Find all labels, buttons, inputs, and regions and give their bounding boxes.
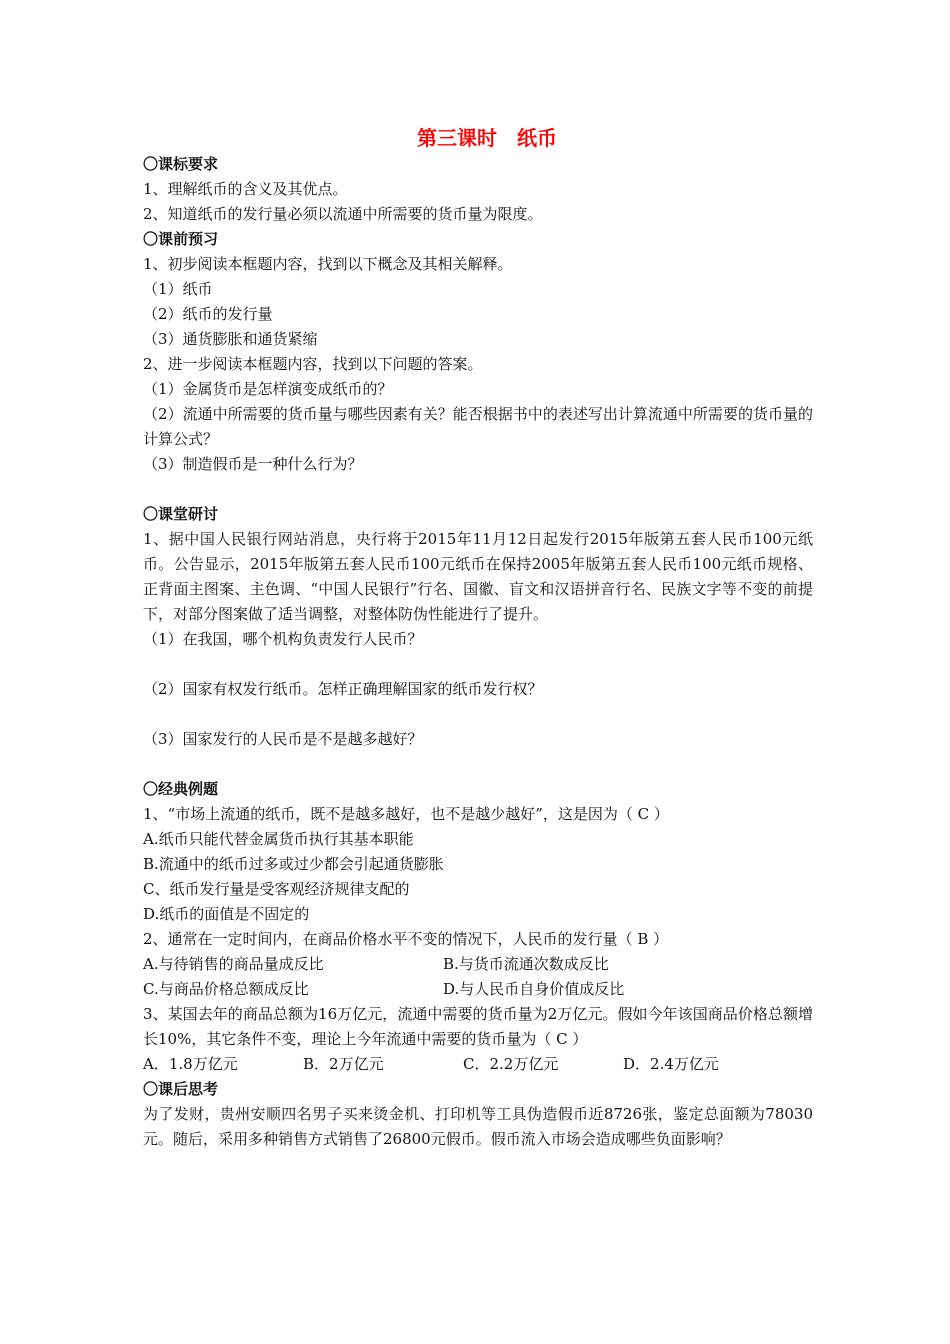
section-heading-preview: 〇课前预习 — [143, 230, 219, 248]
example-option: C.与商品价格总额成反比 — [143, 980, 309, 998]
text-line: 2、进一步阅读本框题内容，找到以下问题的答案。 — [143, 355, 483, 373]
example-option: A.与待销售的商品量成反比 — [143, 955, 324, 973]
example-option: D．2.4万亿元 — [623, 1055, 719, 1073]
text-line: 1、初步阅读本框题内容，找到以下概念及其相关解释。 — [143, 255, 513, 273]
document-body — [143, 124, 813, 1152]
text-line: 1、理解纸币的含义及其优点。 — [143, 180, 348, 198]
section-heading-discussion: 〇课堂研讨 — [143, 505, 219, 523]
example-question: 1、“市场上流通的纸币，既不是越多越好，也不是越少越好”，这是因为（ C ） — [143, 805, 669, 823]
example-option: D.纸币的面值是不固定的 — [143, 905, 310, 923]
text-line: （1）金属货币是怎样演变成纸币的？ — [143, 380, 393, 398]
example-option: C．2.2万亿元 — [463, 1055, 559, 1073]
text-line: 2、知道纸币的发行量必须以流通中所需要的货币量为限度。 — [143, 205, 543, 223]
example-question: 3、某国去年的商品总额为16万亿元，流通中需要的货币量为2万亿元。假如今年该国商品价格总额增长10%，其它条件不变，理论上今年流通中需要的货币量为（ C ） — [143, 1005, 813, 1048]
option-row — [143, 977, 813, 1002]
text-line: （2）纸币的发行量 — [143, 305, 273, 323]
example-option: A.纸币只能代替金属货币执行其基本职能 — [143, 830, 414, 848]
section-heading-reflection: 〇课后思考 — [143, 1080, 219, 1098]
page-title: 第三课时 纸币 — [417, 126, 557, 150]
text-line: （3）制造假币是一种什么行为？ — [143, 455, 363, 473]
text-line: （2）流通中所需要的货币量与哪些因素有关？能否根据书中的表述写出计算流通中所需要的货币量的计算公式？ — [143, 405, 813, 448]
example-option: D.与人民币自身价值成反比 — [443, 980, 625, 998]
text-line: （3）通货膨胀和通货紧缩 — [143, 330, 318, 348]
reflection-paragraph: 为了发财，贵州安顺四名男子买来烫金机、打印机等工具伪造假币近8726张，鉴定总面额为78030元。随后，采用多种销售方式销售了26800元假币。假币流入市场会造成哪些负面影响？ — [143, 1105, 813, 1148]
example-option: C、纸币发行量是受客观经济规律支配的 — [143, 880, 410, 898]
example-option: B.与货币流通次数成反比 — [443, 955, 609, 973]
question-line: （2）国家有权发行纸币。怎样正确理解国家的纸币发行权？ — [143, 680, 543, 698]
question-line: （3）国家发行的人民币是不是越多越好？ — [143, 730, 423, 748]
section-heading-standards: 〇课标要求 — [143, 155, 219, 173]
discussion-paragraph: 1、据中国人民银行网站消息，央行将于2015年11月12日起发行2015年版第五套人民币100元纸币。公告显示，2015年版第五套人民币100元纸币在保持2005年版第五套人民币100元纸币规格、正背面主图案、主色调、“中国人民银行”行名、国徽、盲文和汉语拼音行名、民族文字等不变的前提下，对部分图案做了适当调整，对整体防伪性能进行了提升。 — [143, 530, 813, 623]
option-row — [143, 1052, 813, 1077]
section-heading-examples: 〇经典例题 — [143, 780, 219, 798]
text-line: （1）纸币 — [143, 280, 213, 298]
example-option: A．1.8万亿元 — [143, 1055, 238, 1073]
example-question: 2、通常在一定时间内，在商品价格水平不变的情况下，人民币的发行量（ B ） — [143, 930, 669, 948]
example-option: B.流通中的纸币过多或过少都会引起通货膨胀 — [143, 855, 444, 873]
question-line: （1）在我国，哪个机构负责发行人民币？ — [143, 630, 423, 648]
option-row — [143, 952, 813, 977]
example-option: B．2万亿元 — [303, 1055, 384, 1073]
